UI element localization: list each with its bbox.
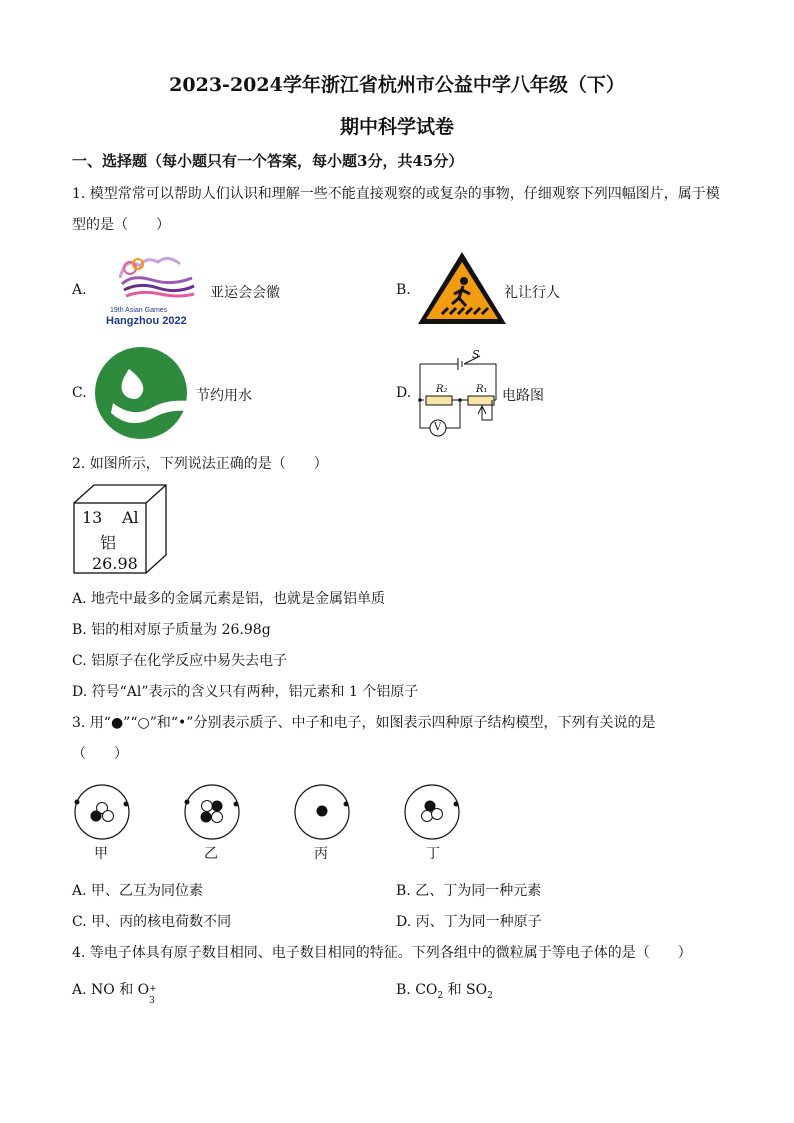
q3-option-a: A. 甲、乙互为同位素 bbox=[72, 883, 204, 899]
logo-text-2: Hangzhou 2022 bbox=[106, 315, 187, 327]
page-title: 2023-2024学年浙江省杭州市公益中学八年级（下） bbox=[169, 74, 625, 96]
switch-label: S bbox=[472, 348, 480, 361]
q1-stem-line1: 1. 模型常常可以帮助人们认识和理解一些不能直接观察的或复杂的事物，仔细观察下列四幅图片，属于模 bbox=[72, 186, 720, 202]
q4-option-a bbox=[72, 979, 157, 1006]
q4-a-sub: 3 bbox=[149, 996, 155, 1006]
water-saving-logo bbox=[95, 347, 191, 439]
atom-label-ding: 丁 bbox=[426, 846, 440, 862]
q1-option-d-caption: 电路图 bbox=[502, 388, 544, 404]
q1-option-c-letter: C. bbox=[72, 385, 87, 401]
q2-stem: 2. 如图所示，下列说法正确的是（ ） bbox=[72, 456, 328, 472]
q1-option-b-letter: B. bbox=[396, 282, 411, 298]
pedestrian-sign-icon bbox=[414, 248, 510, 328]
atom-label-yi: 乙 bbox=[204, 846, 218, 862]
q3-stem-line2: （ ） bbox=[72, 746, 128, 762]
q4-a-sup: + bbox=[149, 984, 157, 994]
atom-model-jia bbox=[72, 782, 132, 842]
q1-option-a-letter: A. bbox=[72, 282, 87, 298]
q1-option-b-caption: 礼让行人 bbox=[504, 285, 560, 301]
element-name: 铝 bbox=[100, 533, 117, 552]
q4-option-b bbox=[396, 979, 493, 1001]
atom-label-jia: 甲 bbox=[94, 846, 108, 862]
q3-option-d: D. 丙、丁为同一种原子 bbox=[396, 914, 542, 930]
q4-a-text: A. NO 和 O bbox=[72, 982, 150, 998]
q4-b-sub1: 2 bbox=[437, 990, 444, 1001]
element-symbol: Al bbox=[122, 508, 139, 527]
q3-stem-line1: 3. 用“●”“○”和“•”分别表示质子、中子和电子，如图表示四种原子结构模型，下列有关说的是 bbox=[72, 715, 656, 731]
q4-b-text2: 和 SO bbox=[443, 982, 488, 998]
atom-model-bing bbox=[292, 782, 352, 842]
q4-stem: 4. 等电子体具有原子数目相同、电子数目相同的特征。下列各组中的微粒属于等电子体的是（ ） bbox=[72, 945, 692, 961]
atomic-number: 13 bbox=[82, 508, 103, 527]
page-subtitle: 期中科学试卷 bbox=[339, 116, 454, 138]
q2-option-d: D. 符号“Al”表示的含义只有两种，铝元素和 1 个铝原子 bbox=[72, 684, 419, 700]
r1-label: R₁ bbox=[476, 384, 488, 395]
q2-option-a: A. 地壳中最多的金属元素是铝，也就是金属铝单质 bbox=[72, 591, 386, 607]
q2-option-b: B. 铝的相对原子质量为 26.98g bbox=[72, 622, 271, 638]
q4-b-text1: B. CO bbox=[396, 982, 438, 998]
atom-model-yi bbox=[182, 782, 242, 842]
q1-option-c-caption: 节约用水 bbox=[196, 388, 252, 404]
section-heading: 一、选择题（每小题只有一个答案，每小题3分，共45分） bbox=[72, 152, 464, 170]
q1-option-d-letter: D. bbox=[396, 385, 412, 401]
atom-model-ding bbox=[402, 782, 462, 842]
logo-text-1: 19th Asian Games bbox=[110, 307, 168, 314]
r2-label: R₂ bbox=[436, 384, 448, 395]
atom-label-bing: 丙 bbox=[314, 846, 328, 862]
q4-b-sub2: 2 bbox=[487, 990, 493, 1001]
q1-option-a-caption: 亚运会会徽 bbox=[210, 285, 280, 301]
q2-option-c: C. 铝原子在化学反应中易失去电子 bbox=[72, 653, 288, 669]
voltmeter-label: V bbox=[434, 422, 442, 433]
atomic-mass: 26.98 bbox=[92, 554, 138, 573]
q3-option-b: B. 乙、丁为同一种元素 bbox=[396, 883, 542, 899]
q3-option-c: C. 甲、丙的核电荷数不同 bbox=[72, 914, 232, 930]
q1-stem-line2: 型的是（ ） bbox=[72, 217, 170, 233]
